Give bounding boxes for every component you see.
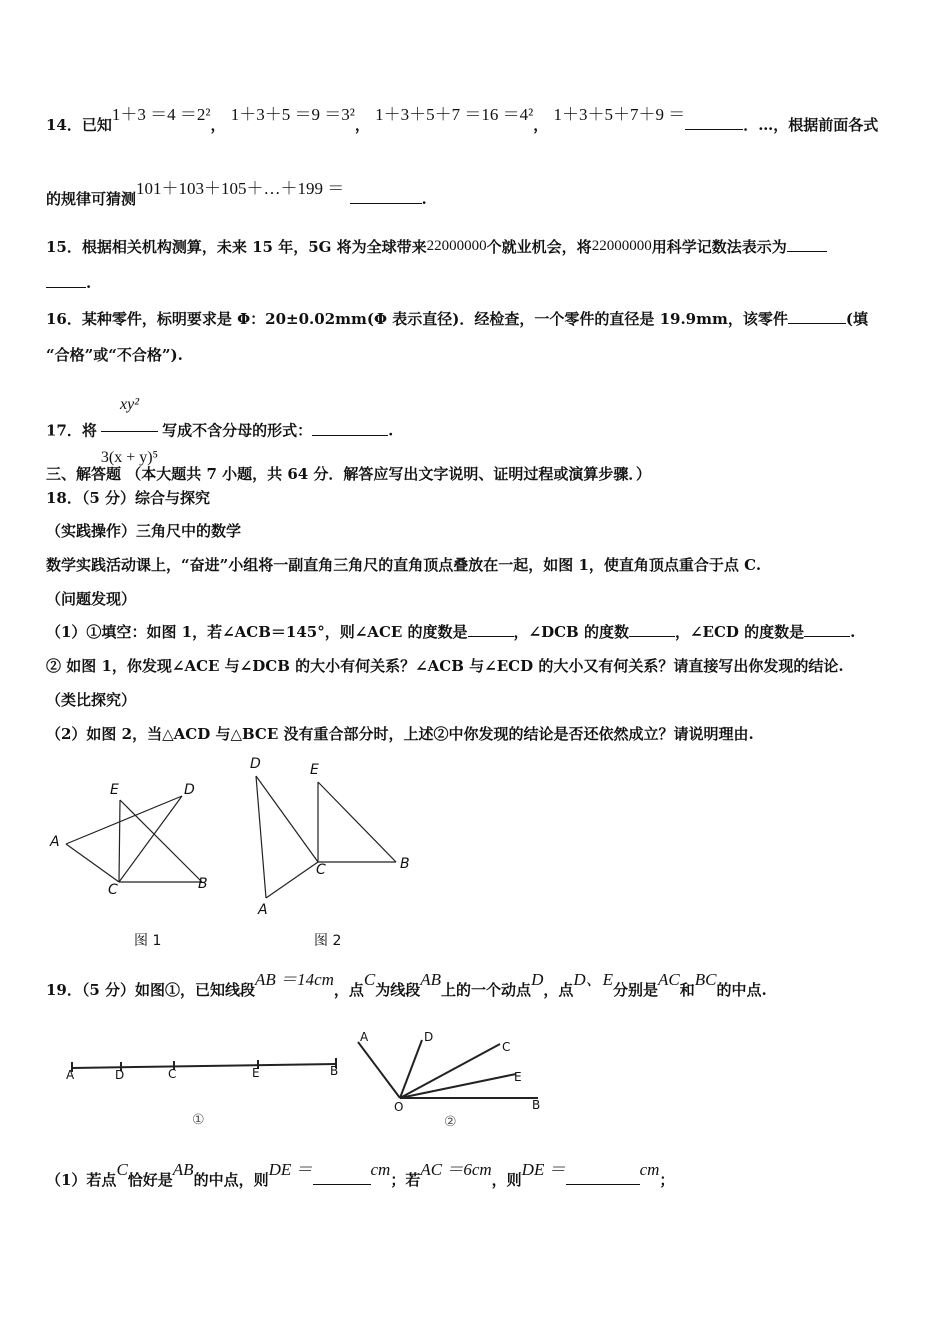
- q19-p1-math-de: DE ＝: [268, 1160, 313, 1179]
- q14-end: .: [421, 190, 427, 208]
- q17-end: .: [388, 421, 394, 440]
- q18-figure-1-drawing: [44, 778, 224, 908]
- q19-p1-text-6: ；: [659, 1171, 675, 1189]
- q19-p1-math-cm: cm: [370, 1160, 391, 1179]
- q19-fig2-label-b: B: [532, 1098, 541, 1112]
- fig2-label-a: A: [258, 902, 268, 918]
- q14-equation-2: 1＋3＋5 ＝9 ＝3²: [230, 105, 355, 124]
- q19-math-c: C: [363, 970, 376, 989]
- q15-answer-blank-b[interactable]: [46, 273, 86, 288]
- q15-text-1: 15．根据相关机构测算，未来 15 年，5G 将为全球带来: [46, 238, 427, 256]
- q19-p1-math-de-2: DE ＝: [521, 1160, 566, 1179]
- q18-figure-1: [44, 778, 224, 908]
- q14-line2-prefix: 的规律可猜测: [46, 190, 137, 208]
- question-14-line-2: [46, 179, 910, 210]
- question-16-line-2: [46, 344, 910, 366]
- q19-fig1-label-d: D: [115, 1068, 125, 1082]
- q15-text-3: 用科学记数法表示为: [651, 238, 787, 256]
- q18-title: 18．（5 分）综合与探究: [46, 489, 211, 507]
- q19-fig2-label-c: C: [502, 1040, 511, 1054]
- q19-text-7: 的中点.: [716, 981, 767, 999]
- q19-p1-text-5: ，则: [491, 1171, 522, 1189]
- q18-blank-dcb[interactable]: [629, 622, 675, 637]
- q14-answer-blank-1[interactable]: [685, 115, 743, 130]
- q17-answer-blank[interactable]: [312, 421, 388, 436]
- q14-equation-5: 101＋103＋105＋…＋199 ＝: [136, 179, 345, 198]
- q18-part-1: [46, 621, 910, 643]
- question-16-line-1: [46, 308, 910, 330]
- q19-text-6: 和: [679, 981, 695, 999]
- fig1-label-b: B: [198, 876, 208, 892]
- q19-math-ab-2: AB: [420, 970, 442, 989]
- q16-text-2: (填: [845, 310, 868, 328]
- q19-fig1-label-a: A: [66, 1068, 75, 1082]
- q15-number-1: 22000000: [426, 238, 487, 254]
- q19-p1-text-1: （1）若点: [46, 1171, 117, 1189]
- question-15-line-1: [46, 236, 910, 259]
- q19-math-bc: BC: [694, 970, 717, 989]
- q17-denominator: 3(x + y)⁵: [100, 449, 159, 466]
- q18-figure-1-caption: 图 1: [134, 933, 162, 949]
- question-19-line-1: [46, 970, 910, 1001]
- q19-blank-2[interactable]: [566, 1170, 640, 1185]
- q19-figure-2-caption: ②: [444, 1114, 457, 1130]
- q14-equation-4: 1＋3＋5＋7＋9 ＝: [553, 105, 686, 124]
- q18-figure-2-caption: 图 2: [314, 933, 342, 949]
- q14-mid-text: ．…，根据前面各式: [743, 116, 879, 134]
- section-3-heading: 三、解答题 （本大题共 7 小题，共 64 分．解答应写出文字说明、证明过程或演算步骤．）: [46, 465, 651, 483]
- q18-analogy-heading: （类比探究）: [46, 691, 137, 709]
- q18-figure-2-drawing: [246, 756, 426, 921]
- q18-figure-2: [246, 756, 426, 921]
- q18-blank-ace[interactable]: [468, 622, 514, 637]
- q16-answer-blank[interactable]: [788, 309, 846, 324]
- q14-equation-1: 1＋3 ＝4 ＝2²: [111, 105, 211, 124]
- q18-discover-heading: （问题发现）: [46, 590, 137, 608]
- q14-answer-blank-2[interactable]: [350, 189, 422, 204]
- q19-fig1-label-e: E: [252, 1066, 260, 1080]
- q19-p1-text-3: 的中点，则: [193, 1171, 269, 1189]
- fig2-label-e: E: [310, 762, 319, 778]
- q19-text-4: ，点: [543, 981, 574, 999]
- q18-p1-text-c: ，∠ECD 的度数是: [674, 623, 805, 641]
- fig2-label-c: C: [316, 862, 326, 878]
- q19-figure-1-drawing: [60, 1052, 360, 1092]
- q19-p1-text-4: ；若: [390, 1171, 421, 1189]
- q19-figure-2: [350, 1028, 550, 1112]
- q19-fig1-label-b: B: [330, 1064, 339, 1078]
- q19-p1-math-ac: AC ＝6cm: [420, 1160, 492, 1179]
- q19-math-ac: AC: [658, 970, 680, 989]
- q19-p1-math-c: C: [116, 1160, 128, 1179]
- q19-text-2: 为线段: [375, 981, 421, 999]
- q19-fig2-label-e: E: [514, 1070, 522, 1084]
- q19-fig2-label-d: D: [424, 1030, 434, 1044]
- q19-fig1-label-c: C: [168, 1067, 177, 1081]
- q19-figure-1: [60, 1052, 360, 1092]
- question-15-line-2: [46, 272, 910, 294]
- q19-math-d: D: [531, 970, 544, 989]
- fig1-label-e: E: [110, 782, 119, 798]
- q19-p1-math-cm-2: cm: [639, 1160, 660, 1179]
- q18-p1-text-a: （1）①填空：如图 1，若∠ACB＝145°，则∠ACE 的度数是: [46, 623, 468, 641]
- q18-part-1-2: ② 如图 1，你发现∠ACE 与∠DCB 的大小有何关系？∠ACB 与∠ECD 的大小又有何关系？请直接写出你发现的结论.: [46, 657, 844, 675]
- q15-text-2: 个就业机会，将: [486, 238, 592, 256]
- q19-part-1: [46, 1160, 910, 1191]
- q18-part-2: （2）如图 2，当△ACD 与△BCE 没有重合部分时，上述②中你发现的结论是否还依然成立？请说明理由.: [46, 725, 754, 743]
- q19-fig2-label-o: O: [394, 1100, 404, 1114]
- q19-math-de: D、E: [573, 970, 614, 989]
- q15-number-2: 22000000: [591, 238, 652, 254]
- q18-p1-text-b: ，∠DCB 的度数: [513, 623, 629, 641]
- q14-prefix: 14．已知: [46, 116, 112, 134]
- q19-p1-math-ab: AB: [172, 1160, 194, 1179]
- q16-text-3: “合格”或“不合格”).: [46, 346, 183, 364]
- q19-text-5: 分别是: [613, 981, 659, 999]
- q19-p1-text-2: 恰好是: [127, 1171, 173, 1189]
- fig2-label-b: B: [400, 856, 410, 872]
- q19-figure-1-caption: ①: [192, 1112, 205, 1128]
- fig2-label-d: D: [250, 756, 261, 772]
- q17-suffix: 写成不含分母的形式：: [162, 421, 313, 440]
- q19-prefix: 19．（5 分）如图①，已知线段: [46, 981, 256, 999]
- q17-prefix: 17．将: [46, 421, 97, 440]
- q18-practice-heading: （实践操作）三角尺中的数学: [46, 522, 242, 540]
- q18-p1-text-d: .: [850, 623, 856, 641]
- q18-blank-ecd[interactable]: [804, 622, 850, 637]
- q15-answer-blank-a[interactable]: [787, 237, 827, 252]
- fig1-label-c: C: [108, 882, 118, 898]
- q18-intro: 数学实践活动课上，“奋进”小组将一副直角三角尺的直角顶点叠放在一起，如图 1，使直角顶点重合于点 C.: [46, 556, 762, 574]
- q19-text-1: ，点: [333, 981, 364, 999]
- q17-numerator: xy²: [101, 380, 158, 432]
- question-14-line-1: 14．已知1＋3 ＝4 ＝2²， 1＋3＋5 ＝9 ＝3²， 1＋3＋5＋7 ＝16 ＝4²， 1＋3＋5＋7＋9 ＝．…，根据前面各式: [46, 105, 879, 134]
- fig1-label-a: A: [50, 834, 60, 850]
- q19-math-ab: AB ＝14cm: [255, 970, 334, 989]
- q15-end: .: [86, 274, 92, 292]
- q16-text-1: 16．某种零件，标明要求是 Φ：20±0.02mm(Φ 表示直径)．经检查，一个零件的直径是 19.9mm，该零件: [46, 310, 788, 328]
- q19-fig2-label-a: A: [360, 1030, 369, 1044]
- fig1-label-d: D: [184, 782, 195, 798]
- q19-text-3: 上的一个动点: [441, 981, 532, 999]
- q19-blank-1[interactable]: [313, 1170, 371, 1185]
- q14-equation-3: 1＋3＋5＋7 ＝16 ＝4²: [375, 105, 534, 124]
